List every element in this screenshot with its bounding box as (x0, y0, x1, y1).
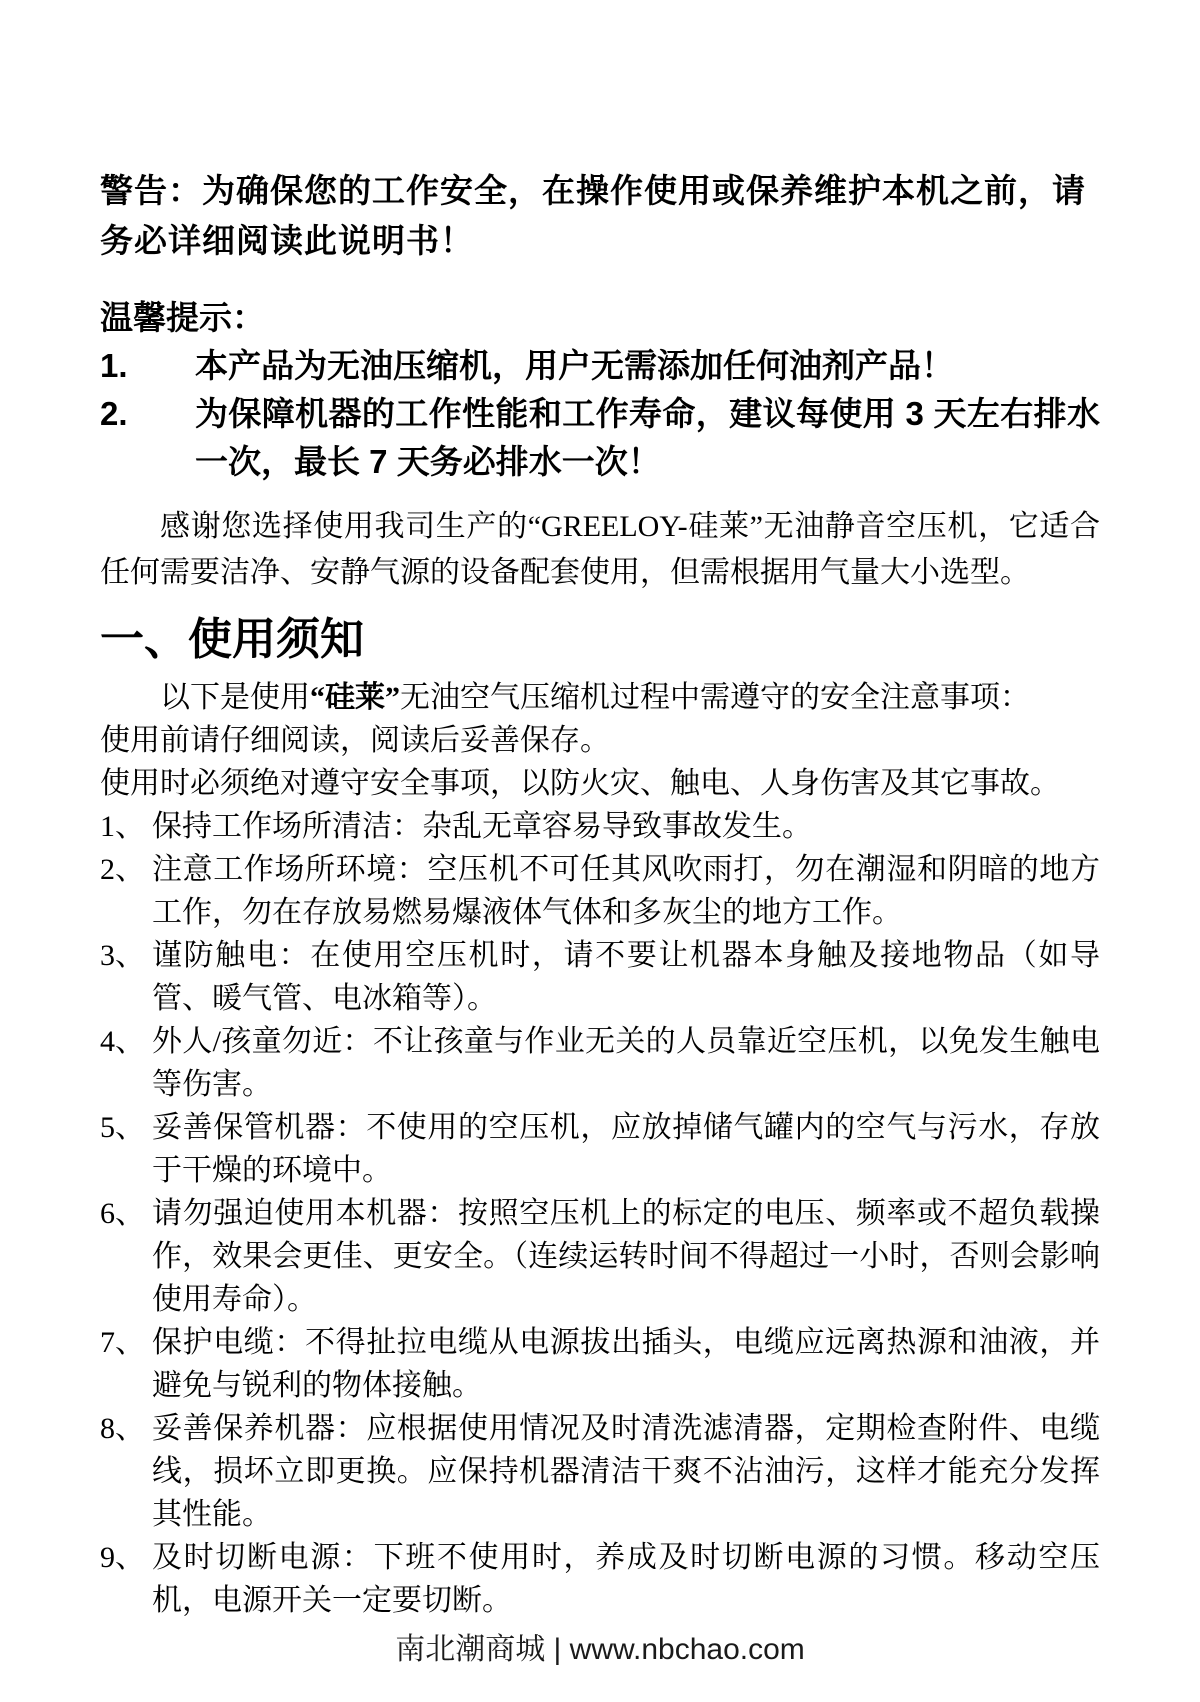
section-heading-usage-notes: 一、使用须知 (100, 615, 364, 664)
section-lead-paragraph (100, 676, 1100, 719)
list-item-text: 谨防触电：在使用空压机时，请不要让机器本身触及接地物品（如导管、暖气管、电冰箱等）。 (152, 939, 1100, 1015)
list-item-text: 外人/孩童勿近：不让孩童与作业无关的人员靠近空压机，以免发生触电等伤害。 (152, 1025, 1100, 1101)
list-item-number: 9、 (100, 1541, 145, 1574)
list-item (100, 1020, 1100, 1106)
list-item-text: 妥善保养机器：应根据使用情况及时清洗滤清器，定期检查附件、电缆线，损坏立即更换。应保持机器清洁干爽不沾油污，这样才能充分发挥其性能。 (152, 1412, 1100, 1531)
list-item-number: 5、 (100, 1111, 145, 1144)
list-item-text: 及时切断电源：下班不使用时，养成及时切断电源的习惯。移动空压机，电源开关一定要切断。 (152, 1541, 1100, 1617)
list-item (100, 1407, 1100, 1536)
list-item-number: 7、 (100, 1326, 145, 1359)
list-item (100, 934, 1100, 1020)
tip-text: 本产品为无油压缩机，用户无需添加任何油剂产品！ (195, 347, 954, 384)
brand-name: “硅莱” (310, 681, 400, 714)
list-item (100, 805, 1100, 848)
list-item-text: 保持工作场所清洁：杂乱无章容易导致事故发生。 (152, 810, 812, 843)
tip-item (100, 390, 1100, 486)
lead-suffix: 无油空气压缩机过程中需遵守的安全注意事项： (400, 681, 1030, 714)
tips-heading: 温馨提示： (100, 299, 265, 336)
lead-prefix: 以下是使用 (160, 681, 310, 714)
warning-paragraph (100, 166, 1100, 266)
list-item-text: 请勿强迫使用本机器：按照空压机上的标定的电压、频率或不超负载操作，效果会更佳、更安全。（连续运转时间不得超过一小时，否则会影响使用寿命）。 (152, 1197, 1100, 1316)
list-item (100, 1192, 1100, 1321)
lead-line-3: 使用时必须绝对遵守安全事项，以防火灾、触电、人身伤害及其它事故。 (100, 767, 1060, 800)
footer-site-watermark (0, 1624, 1200, 1668)
list-item-number: 6、 (100, 1197, 145, 1230)
list-item (100, 848, 1100, 934)
list-item (100, 1321, 1100, 1407)
list-item-text: 注意工作场所环境：空压机不可任其风吹雨打，勿在潮湿和阴暗的地方工作，勿在存放易燃易爆液体气体和多灰尘的地方工作。 (152, 853, 1100, 929)
tip-number: 1. (100, 347, 128, 384)
list-item-number: 4、 (100, 1025, 145, 1058)
list-item-text: 妥善保管机器：不使用的空压机，应放掉储气罐内的空气与污水，存放于干燥的环境中。 (152, 1111, 1100, 1187)
intro-paragraph: 感谢您选择使用我司生产的“GREELOY-硅莱”无油静音空压机，它适合任何需要洁净、安静气源的设备配套使用，但需根据用气量大小选型。 (100, 510, 1100, 589)
list-item-text: 保护电缆：不得扯拉电缆从电源拔出插头，电缆应远离热源和油液，并避免与锐利的物体接触。 (152, 1326, 1100, 1402)
tip-item (100, 342, 1100, 390)
safety-items-list (100, 805, 1100, 1622)
list-item-number: 8、 (100, 1412, 145, 1445)
list-item (100, 1536, 1100, 1622)
list-item-number: 2、 (100, 853, 145, 886)
list-item (100, 1106, 1100, 1192)
footer-text: 南北潮商城 | www.nbchao.com (395, 1633, 805, 1666)
tips-section (100, 294, 1100, 486)
warning-text: 为确保您的工作安全，在操作使用或保养维护本机之前，请务必详细阅读此说明书！ (100, 172, 1086, 259)
lead-line-2: 使用前请仔细阅读，阅读后妥善保存。 (100, 724, 610, 757)
warning-label: 警告： (100, 172, 202, 209)
list-item-number: 1、 (100, 810, 145, 843)
tip-text: 为保障机器的工作性能和工作寿命，建议每使用 3 天左右排水一次，最长 7 天务必排水一次！ (195, 395, 1100, 480)
tip-number: 2. (100, 395, 128, 432)
list-item-number: 3、 (100, 939, 145, 972)
